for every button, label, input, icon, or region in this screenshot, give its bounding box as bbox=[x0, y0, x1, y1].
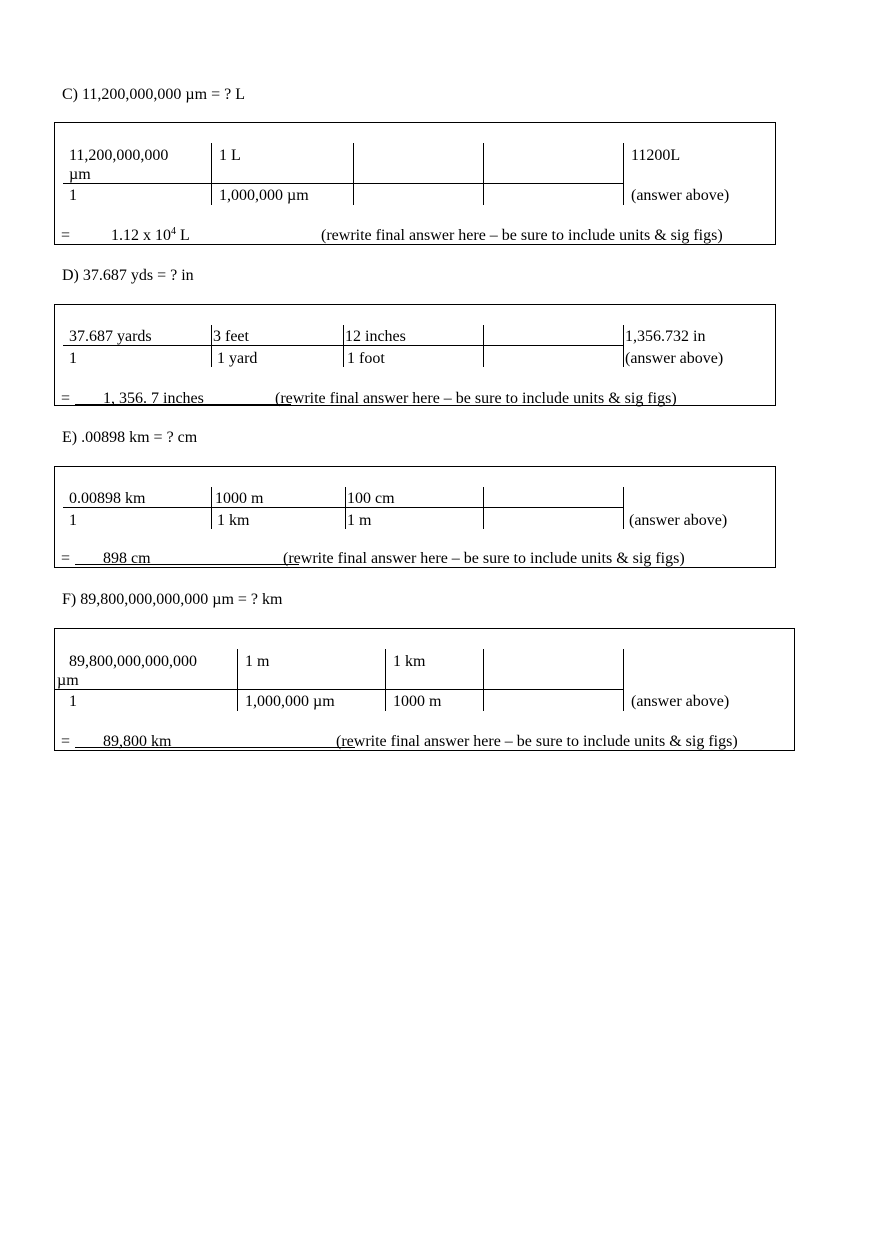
conversion-box-c bbox=[54, 122, 776, 245]
result-note: (answer above) bbox=[625, 350, 724, 367]
question-d: D) 37.687 yds = ? in bbox=[62, 267, 194, 284]
column-divider bbox=[623, 143, 624, 205]
column-divider bbox=[623, 487, 624, 529]
question-c: C) 11,200,000,000 µm = ? L bbox=[62, 86, 245, 103]
final-instruction: (rewrite final answer here – be sure to include units & sig figs) bbox=[321, 227, 723, 244]
numerator-start: 0.00898 km bbox=[69, 490, 146, 507]
fraction-bar bbox=[63, 183, 623, 184]
conversion-box-d bbox=[54, 304, 776, 406]
final-answer: 1, 356. 7 inches bbox=[103, 390, 204, 407]
result-note: (answer above) bbox=[631, 187, 730, 204]
denominator-factor-1: 1 km bbox=[217, 512, 250, 529]
result-value: 1,356.732 in bbox=[625, 328, 706, 345]
numerator-start: 37.687 yards bbox=[69, 328, 152, 345]
column-divider bbox=[343, 325, 344, 367]
fraction-bar bbox=[63, 507, 623, 508]
numerator-factor-1: 1 L bbox=[219, 147, 241, 164]
equals-sign: = bbox=[61, 227, 71, 244]
column-divider bbox=[623, 649, 624, 711]
final-answer: 898 cm bbox=[103, 550, 151, 567]
column-divider bbox=[483, 649, 484, 711]
column-divider bbox=[483, 487, 484, 529]
numerator-factor-2: 1 km bbox=[393, 653, 426, 670]
final-answer: 1.12 x $10^4$ L bbox=[111, 226, 190, 244]
conversion-box-e bbox=[54, 466, 776, 568]
final-answer: 89,800 km bbox=[103, 733, 172, 750]
column-divider bbox=[345, 487, 346, 529]
denominator-start: 1 bbox=[69, 350, 77, 367]
question-e: E) .00898 km = ? cm bbox=[62, 429, 198, 446]
question-f: F) 89,800,000,000,000 µm = ? km bbox=[62, 591, 283, 608]
result-value: 11200L bbox=[631, 147, 681, 164]
column-divider bbox=[211, 325, 212, 367]
column-divider bbox=[353, 143, 354, 205]
column-divider bbox=[211, 487, 212, 529]
numerator-start-value: 89,800,000,000,000 bbox=[69, 653, 197, 670]
denominator-factor-1: 1,000,000 µm bbox=[219, 187, 309, 204]
numerator-factor-2: 12 inches bbox=[345, 328, 406, 345]
equals-sign: = bbox=[61, 390, 71, 407]
fraction-bar bbox=[55, 689, 623, 690]
numerator-factor-1: 1000 m bbox=[215, 490, 264, 507]
numerator-factor-1: 3 feet bbox=[213, 328, 249, 345]
numerator-start-unit: µm bbox=[69, 166, 91, 183]
numerator-start-value: 11,200,000,000 bbox=[69, 147, 169, 164]
final-instruction: (rewrite final answer here – be sure to include units & sig figs) bbox=[283, 550, 685, 567]
result-note: (answer above) bbox=[631, 693, 730, 710]
denominator-start: 1 bbox=[69, 693, 77, 710]
column-divider bbox=[483, 143, 484, 205]
denominator-start: 1 bbox=[69, 187, 77, 204]
column-divider bbox=[211, 143, 212, 205]
numerator-factor-2: 100 cm bbox=[347, 490, 395, 507]
denominator-factor-1: 1 yard bbox=[217, 350, 258, 367]
numerator-start-unit: µm bbox=[57, 672, 79, 689]
denominator-factor-2: 1 foot bbox=[347, 350, 385, 367]
final-instruction: (rewrite final answer here – be sure to include units & sig figs) bbox=[275, 390, 677, 407]
denominator-factor-2: 1000 m bbox=[393, 693, 442, 710]
conversion-box-f bbox=[54, 628, 795, 751]
column-divider bbox=[237, 649, 238, 711]
denominator-factor-1: 1,000,000 µm bbox=[245, 693, 335, 710]
equals-sign: = bbox=[61, 733, 71, 750]
denominator-factor-2: 1 m bbox=[347, 512, 372, 529]
numerator-factor-1: 1 m bbox=[245, 653, 270, 670]
denominator-start: 1 bbox=[69, 512, 77, 529]
column-divider bbox=[483, 325, 484, 367]
equals-sign: = bbox=[61, 550, 71, 567]
column-divider bbox=[385, 649, 386, 711]
result-note: (answer above) bbox=[629, 512, 728, 529]
column-divider bbox=[623, 325, 624, 367]
final-instruction: (rewrite final answer here – be sure to include units & sig figs) bbox=[336, 733, 738, 750]
